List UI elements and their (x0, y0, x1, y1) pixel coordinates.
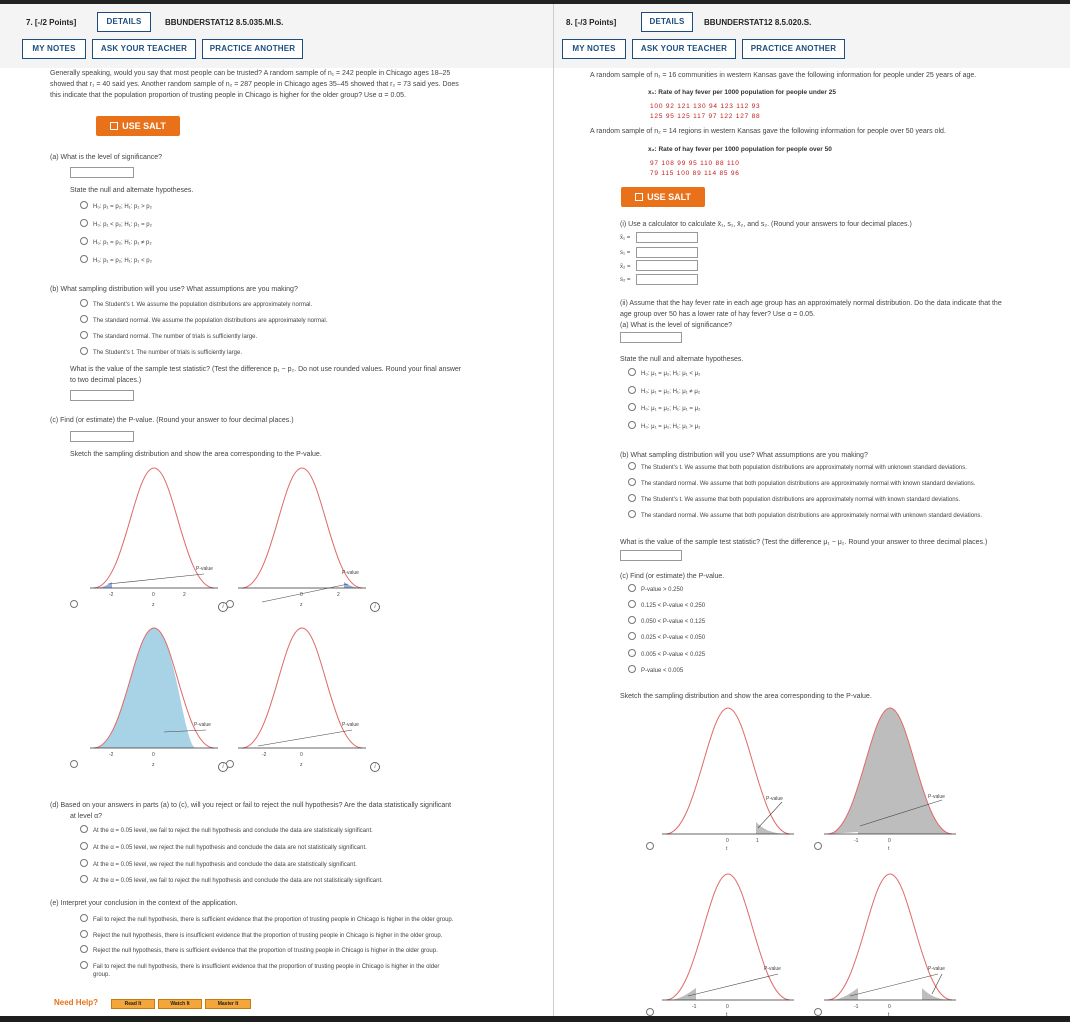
q8-pvalue-option[interactable]: 0.125 < P-value < 0.250 (628, 600, 705, 611)
q8-dist-option[interactable]: The standard normal. We assume that both population distributions are approximately normal with unknown standard deviations. (628, 510, 982, 521)
q8-pvalue-option[interactable]: P-value < 0.005 (628, 665, 683, 676)
pvalue-label: P-value (196, 566, 213, 572)
t-curve (666, 874, 790, 1000)
q8-xbar1-label: x̄₁ = (620, 235, 631, 241)
z-label: z (152, 602, 155, 608)
q7-significance-input[interactable] (70, 167, 134, 178)
shaded-area (922, 988, 952, 1000)
q8-part-a-question: (a) What is the level of significance? (620, 322, 733, 329)
radio-button[interactable] (80, 331, 88, 339)
q7-hyp-option[interactable]: H₀: p₁ = p₂; H₁: p₁ < p₂ (80, 255, 152, 266)
q7-sketch-4 (232, 622, 372, 772)
q7-hyp-option[interactable]: H₀: p₁ = p₂; H₁: p₁ ≠ p₂ (80, 237, 152, 248)
q8-my-notes-button[interactable]: MY NOTES (562, 39, 626, 59)
radio-button[interactable] (80, 930, 88, 938)
q7-pvalue-input[interactable] (70, 431, 134, 442)
q8-dist-option[interactable]: The standard normal. We assume that both population distributions are approximately normal with known standard deviations. (628, 478, 975, 489)
q7-sketch-2 (232, 462, 372, 612)
salt-label: USE SALT (647, 192, 691, 202)
salt-icon (635, 193, 643, 201)
q8-s2-label: s₂ = (620, 277, 631, 283)
q8-significance-input[interactable] (620, 332, 682, 343)
shaded-area (344, 582, 362, 588)
t-label: t (888, 1012, 890, 1018)
q8-x2-row-2: 79 115 100 89 114 85 96 (650, 170, 740, 177)
q7-test-stat-question-2: to two decimal places.) (70, 377, 142, 384)
q8-part-c-question: (c) Find (or estimate) the P-value. (620, 573, 725, 580)
radio-button[interactable] (80, 201, 88, 209)
radio-button[interactable] (628, 386, 636, 394)
radio-button[interactable] (628, 368, 636, 376)
shaded-area (828, 988, 858, 1000)
q8-xbar1-input[interactable] (636, 232, 698, 243)
q7-hypotheses-label: State the null and alternate hypotheses. (70, 187, 194, 194)
q7-sketch-3 (84, 622, 224, 772)
q8-part-b-question: (b) What sampling distribution will you use? What assumptions are you making? (620, 452, 868, 459)
q8-x1-row-1: 100 92 121 130 94 123 112 93 (650, 103, 761, 110)
tick-label: 1 (756, 838, 759, 844)
q8-code: BBUNDERSTAT12 8.5.020.S. (704, 18, 812, 27)
radio-button[interactable] (80, 859, 88, 867)
q7-interpret-option[interactable]: Fail to reject the null hypothesis, there is insufficient evidence that the proportion of trusting people in Chicago is higher in the older (80, 961, 439, 972)
radio-button[interactable] (628, 616, 636, 624)
q8-practice-another-button[interactable]: PRACTICE ANOTHER (742, 39, 845, 59)
q8-test-stat-question: What is the value of the sample test statistic? (Test the difference μ₁ − μ₂. Round your answer to three decimal places.) (620, 539, 988, 546)
q7-practice-another-button[interactable]: PRACTICE ANOTHER (202, 39, 303, 59)
tick-label: -1 (854, 1004, 859, 1010)
q8-xbar2-input[interactable] (636, 260, 698, 271)
q7-interpret-option-cont: group. (93, 972, 111, 978)
q8-hyp-option[interactable]: H₀: μ₁ = μ₂; H₁: μ₁ < μ₂ (628, 368, 700, 379)
q7-interpret-option[interactable]: Fail to reject the null hypothesis, there is sufficient evidence that the proportion of trusting people in Chicago is higher in the older group. (80, 914, 453, 925)
info-icon[interactable]: i (370, 762, 380, 772)
tick-label: -1 (692, 1004, 697, 1010)
q8-sketch-3 (658, 870, 798, 1020)
tick-label: 2 (183, 592, 186, 598)
q7-conclusion-option[interactable]: At the α = 0.05 level, we fail to reject the null hypothesis and conclude the data are statistically significant. (80, 825, 373, 836)
q8-hypotheses-label: State the null and alternate hypotheses. (620, 356, 744, 363)
q8-dist-option[interactable]: The Student's t. We assume that both population distributions are approximately normal with unknown standard deviations. (628, 462, 967, 473)
q7-conclusion-option[interactable]: At the α = 0.05 level, we fail to reject the null hypothesis and conclude the data are not statistically significant. (80, 875, 383, 886)
tick-label: 0 (888, 838, 891, 844)
q8-hyp-option[interactable]: H₀: μ₁ = μ₂; H₁: μ₁ ≠ μ₂ (628, 386, 700, 397)
q8-s1-input[interactable] (636, 247, 698, 258)
master-it-button[interactable]: Master It (205, 999, 251, 1009)
q7-dist-option[interactable]: The standard normal. The number of trials is sufficiently large. (80, 331, 257, 342)
pointer-line (108, 574, 204, 584)
q7-code: BBUNDERSTAT12 8.5.035.MI.S. (165, 18, 284, 27)
q8-pvalue-option[interactable]: 0.025 < P-value < 0.050 (628, 632, 705, 643)
radio-button[interactable] (628, 649, 636, 657)
q8-x2-row-1: 97 108 99 95 110 88 110 (650, 160, 740, 167)
radio-button[interactable] (80, 961, 88, 969)
pointer-line (758, 802, 782, 828)
radio-button[interactable] (628, 600, 636, 608)
tick-label: 0 (726, 1004, 729, 1010)
tick-label: -1 (854, 838, 859, 844)
shaded-area (94, 582, 112, 588)
radio-button[interactable] (628, 665, 636, 673)
q7-dist-option[interactable]: The Student's t. We assume the population distributions are approximately normal. (80, 299, 312, 310)
radio-button[interactable] (80, 347, 88, 355)
q8-pvalue-option[interactable]: 0.005 < P-value < 0.025 (628, 649, 705, 660)
pvalue-label: P-value (928, 794, 945, 800)
tick-label: -2 (109, 592, 114, 598)
radio-button[interactable] (628, 510, 636, 518)
q7-hyp-option[interactable]: H₀: p₁ = p₂; H₁: p₁ > p₂ (80, 201, 152, 212)
q8-x1-title: x₁: Rate of hay fever per 1000 population for people under 25 (648, 89, 836, 96)
radio-button[interactable] (80, 299, 88, 307)
t-label: t (888, 846, 890, 852)
q8-part-ii-question-2: age group over 50 has a lower rate of hay fever? Use α = 0.05. (620, 311, 815, 318)
q8-ask-teacher-button[interactable]: ASK YOUR TEACHER (632, 39, 736, 59)
q8-part-ii-question-1: (ii) Assume that the hay fever rate in each age group has an approximately normal distribution. Do the data indicate that the (620, 300, 1002, 307)
radio-button[interactable] (80, 219, 88, 227)
q7-interpret-option[interactable]: Reject the null hypothesis, there is sufficient evidence that the proportion of trusting people in Chicago is higher in the older group. (80, 945, 438, 956)
radio-button[interactable] (628, 403, 636, 411)
q8-s2-input[interactable] (636, 274, 698, 285)
q7-interpret-option[interactable]: Reject the null hypothesis, there is insufficient evidence that the proportion of trusting people in Chicago is higher in the older group. (80, 930, 442, 941)
q8-pvalue-option[interactable]: P-value > 0.250 (628, 584, 683, 595)
t-curve (828, 874, 952, 1000)
q8-use-salt-button[interactable] (621, 187, 705, 207)
radio-button[interactable] (628, 478, 636, 486)
pointer-line (258, 730, 352, 746)
q7-intro-line-3: this indicate that the population proportion of trusting people in Chicago is higher for the older group? Use α = 0.05. (50, 92, 407, 99)
tick-label: 2 (337, 592, 340, 598)
question-8 (554, 4, 1070, 1016)
q7-dist-option[interactable]: The Student's t. The number of trials is sufficiently large. (80, 347, 242, 358)
q8-x1-row-2: 125 95 125 117 97 122 127 88 (650, 113, 761, 120)
q7-points: 7. [-/2 Points] (26, 18, 77, 27)
salt-icon (110, 122, 118, 130)
q7-test-stat-question-1: What is the value of the sample test statistic? (Test the difference p₁ − p₂. Do not use rounded values. Round your final answer (70, 366, 462, 373)
q7-ask-teacher-button[interactable]: ASK YOUR TEACHER (92, 39, 196, 59)
pvalue-label: P-value (342, 570, 359, 576)
q7-part-e-question: (e) Interpret your conclusion in the context of the application. (50, 900, 238, 907)
q7-use-salt-button[interactable] (96, 116, 180, 136)
need-help-label: Need Help? (54, 998, 99, 1007)
radio-button[interactable] (80, 914, 88, 922)
radio-button[interactable] (80, 825, 88, 833)
q7-part-b-question: (b) What sampling distribution will you use? What assumptions are you making? (50, 286, 298, 293)
tick-label: 0 (152, 752, 155, 758)
q8-hyp-option[interactable]: H₀: μ₁ = μ₂; H₁: μ₁ = μ₂ (628, 403, 700, 414)
pointer-line (932, 974, 942, 994)
pointer-line (262, 584, 348, 602)
q8-part-i-question: (i) Use a calculator to calculate x̄₁, s₁, x̄₂, and s₂. (Round your answers to four decimal places.) (620, 221, 912, 228)
salt-label: USE SALT (122, 121, 166, 131)
pvalue-label: P-value (342, 722, 359, 728)
q8-pvalue-option[interactable]: 0.050 < P-value < 0.125 (628, 616, 705, 627)
normal-curve (242, 628, 362, 748)
q7-part-d-question-2: at level α? (70, 813, 103, 820)
q7-hyp-option[interactable]: H₀: p₁ < p₂; H₁: p₁ = p₂ (80, 219, 152, 230)
q7-test-stat-input[interactable] (70, 390, 134, 401)
info-icon[interactable]: i (218, 762, 228, 772)
tick-label: 0 (300, 592, 303, 598)
q7-part-a-question: (a) What is the level of significance? (50, 154, 163, 161)
q8-sketch-1 (658, 704, 798, 854)
q8-sketch-radio-3[interactable] (646, 1008, 654, 1016)
pvalue-label: P-value (764, 966, 781, 972)
pointer-line (688, 974, 778, 996)
q7-intro-line-1: Generally speaking, would you say that most people can be trusted? A random sample of n₁ = 242 people in Chicago ages 18–25 (50, 70, 451, 77)
radio-button[interactable] (628, 462, 636, 470)
z-label: z (300, 762, 303, 768)
z-label: z (152, 762, 155, 768)
tick-label: 0 (300, 752, 303, 758)
q8-sketch-4 (820, 870, 960, 1020)
radio-button[interactable] (628, 584, 636, 592)
tick-label: -2 (109, 752, 114, 758)
read-it-button[interactable]: Read It (111, 999, 155, 1009)
tick-label: 0 (726, 838, 729, 844)
q8-s1-label: s₁ = (620, 250, 631, 256)
q7-sketch-radio-1[interactable] (70, 600, 78, 608)
pvalue-label: P-value (928, 966, 945, 972)
q8-points: 8. [-/3 Points] (566, 18, 617, 27)
t-label: t (726, 1012, 728, 1018)
q8-details-button[interactable]: DETAILS (641, 12, 693, 32)
question-7 (0, 4, 553, 1016)
shaded-area (666, 988, 696, 1000)
q8-intro-1: A random sample of n₁ = 16 communities in western Kansas gave the following information for people under 25 years of age. (590, 72, 977, 79)
radio-button[interactable] (80, 237, 88, 245)
q7-intro-line-2: showed that r₁ = 40 said yes. Another random sample of n₂ = 287 people in Chicago ages 35–45 showed that r₂ = 73 said yes. Does (50, 81, 459, 88)
tick-label: 0 (152, 592, 155, 598)
q8-test-stat-input[interactable] (620, 550, 682, 561)
q8-hyp-option[interactable]: H₀: μ₁ = μ₂; H₁: μ₁ > μ₂ (628, 421, 700, 432)
radio-button[interactable] (80, 875, 88, 883)
radio-button[interactable] (80, 255, 88, 263)
watch-it-button[interactable]: Watch It (158, 999, 202, 1009)
q7-part-d-question-1: (d) Based on your answers in parts (a) to (c), will you reject or fail to reject the null hypothesis? Are the data statistically significant (50, 802, 452, 809)
radio-button[interactable] (628, 632, 636, 640)
q8-intro-2: A random sample of n₂ = 14 regions in western Kansas gave the following information for people over 50 years old. (590, 128, 946, 135)
pvalue-label: P-value (194, 722, 211, 728)
q8-sketch-radio-1[interactable] (646, 842, 654, 850)
radio-button[interactable] (80, 945, 88, 953)
q8-x2-title: x₂: Rate of hay fever per 1000 population for people over 50 (648, 146, 832, 153)
t-curve (666, 708, 790, 834)
q8-sketch-label: Sketch the sampling distribution and show the area corresponding to the P-value. (620, 693, 872, 700)
q7-my-notes-button[interactable]: MY NOTES (22, 39, 86, 59)
radio-button[interactable] (80, 315, 88, 323)
q7-sketch-label: Sketch the sampling distribution and show the area corresponding to the P-value. (70, 451, 322, 458)
t-label: t (726, 846, 728, 852)
q8-sketch-2 (820, 704, 960, 854)
pvalue-label: P-value (766, 796, 783, 802)
q7-sketch-radio-3[interactable] (70, 760, 78, 768)
bottom-bar (0, 1016, 1070, 1022)
radio-button[interactable] (80, 842, 88, 850)
radio-button[interactable] (628, 494, 636, 502)
q8-dist-option[interactable]: The Student's t. We assume that both population distributions are approximately normal with known standard deviations. (628, 494, 960, 505)
z-label: z (300, 602, 303, 608)
q7-sketch-1 (84, 462, 224, 612)
q7-part-c-question: (c) Find (or estimate) the P-value. (Round your answer to four decimal places.) (50, 417, 294, 424)
q8-xbar2-label: x̄₂ = (620, 264, 631, 270)
radio-button[interactable] (628, 421, 636, 429)
q7-conclusion-option[interactable]: At the α = 0.05 level, we reject the null hypothesis and conclude the data are statistically significant. (80, 859, 357, 870)
tick-label: -2 (262, 752, 267, 758)
q7-details-button[interactable]: DETAILS (97, 12, 151, 32)
q7-dist-option[interactable]: The standard normal. We assume the population distributions are approximately normal. (80, 315, 327, 326)
info-icon[interactable]: i (218, 602, 228, 612)
tick-label: 0 (888, 1004, 891, 1010)
info-icon[interactable]: i (370, 602, 380, 612)
q7-conclusion-option[interactable]: At the α = 0.05 level, we reject the null hypothesis and conclude the data are not statistically significant. (80, 842, 367, 853)
